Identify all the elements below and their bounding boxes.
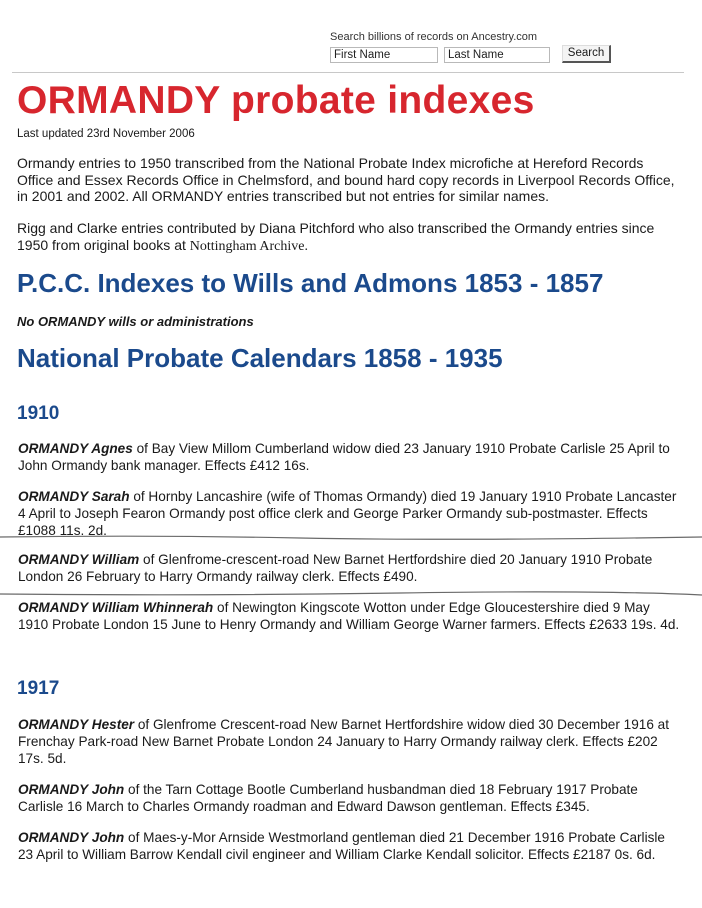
entry-text: of Hornby Lancashire (wife of Thomas Ormandy) died 19 January 1910 Probate Lancaster 4 April to Joseph Fearon Ormandy post office clerk and George Parker Ormandy sub-postmaster. Effects £1088 11s. 2d. <box>18 489 677 538</box>
search-button[interactable]: Search <box>562 45 611 63</box>
last-updated: Last updated 23rd November 2006 <box>17 128 195 140</box>
entry-name: ORMANDY Sarah <box>18 489 130 504</box>
entry-name: ORMANDY William Whinnerah <box>18 600 214 615</box>
page-fold-line <box>0 590 702 598</box>
year-1917-heading: 1917 <box>17 678 60 699</box>
pcc-heading: P.C.C. Indexes to Wills and Admons 1853 - 1857 <box>17 268 604 298</box>
probate-entry <box>18 781 682 815</box>
probate-entry <box>18 599 682 633</box>
probate-entry <box>18 551 682 585</box>
intro-paragraph-2-text: Rigg and Clarke entries contributed by Diana Pitchford who also transcribed the Ormandy entries since 1950 from original books at <box>17 220 655 253</box>
page-fold-line <box>0 534 702 542</box>
year-1910-heading: 1910 <box>17 403 60 424</box>
npc-heading: National Probate Calendars 1858 - 1935 <box>17 343 503 373</box>
last-name-input[interactable]: Last Name <box>444 47 550 63</box>
entry-text: of the Tarn Cottage Bootle Cumberland husbandman died 18 February 1917 Probate Carlisle 16 March to Charles Ormandy roadman and Edward Dawson gentleman. Effects £345. <box>18 782 638 814</box>
entry-name: ORMANDY John <box>18 830 125 845</box>
intro-paragraph-1: Ormandy entries to 1950 transcribed from the National Probate Index microfiche at Hereford Records Office and Essex Records Office in Chelmsford, and bound hard copy records in Liverpool Records Office, in 2001 and 2002. All ORMANDY entries transcribed but not entries for similar names. <box>17 155 675 204</box>
search-row <box>330 45 620 63</box>
pcc-note: No ORMANDY wills or administrations <box>17 314 254 329</box>
first-name-input[interactable]: First Name <box>330 47 438 63</box>
ancestry-search-box <box>330 31 620 63</box>
entry-name: ORMANDY John <box>18 782 125 797</box>
nottingham-archive-text: Nottingham Archive. <box>189 238 308 254</box>
entry-name: ORMANDY Agnes <box>18 441 133 456</box>
entry-name: ORMANDY Hester <box>18 717 135 732</box>
page-title: ORMANDY probate indexes <box>17 79 535 122</box>
entry-text: of Newington Kingscote Wotton under Edge Gloucestershire died 9 May 1910 Probate London 15 June to Henry Ormandy and William George Warner farmers. Effects £2633 19s. 4d. <box>18 600 680 632</box>
search-caption: Search billions of records on Ancestry.com <box>330 31 538 43</box>
entry-name: ORMANDY William <box>18 552 140 567</box>
probate-entry <box>18 440 682 474</box>
entry-text: of Glenfrome-crescent-road New Barnet Hertfordshire died 20 January 1910 Probate London 26 February to Harry Ormandy railway clerk. Effects £490. <box>18 552 653 584</box>
probate-entry <box>18 829 682 863</box>
entry-text: of Maes-y-Mor Arnside Westmorland gentleman died 21 December 1916 Probate Carlisle 23 April to William Barrow Kendall civil engineer and William Clarke Kendall solicitor. Effects £2187 0s. 6d. <box>18 830 665 862</box>
entry-text: of Glenfrome Crescent-road New Barnet Hertfordshire widow died 30 December 1916 at Frenchay Park-road New Barnet Probate London 24 January to Harry Ormandy railway clerk. Effects £202 17s. 5d. <box>18 717 670 766</box>
probate-entry <box>18 716 682 767</box>
entry-text: of Bay View Millom Cumberland widow died 23 January 1910 Probate Carlisle 25 April to John Ormandy bank manager. Effects £412 16s. <box>18 441 670 473</box>
probate-entry <box>18 488 682 539</box>
intro-paragraph-2 <box>17 220 677 255</box>
header-divider <box>12 72 684 73</box>
